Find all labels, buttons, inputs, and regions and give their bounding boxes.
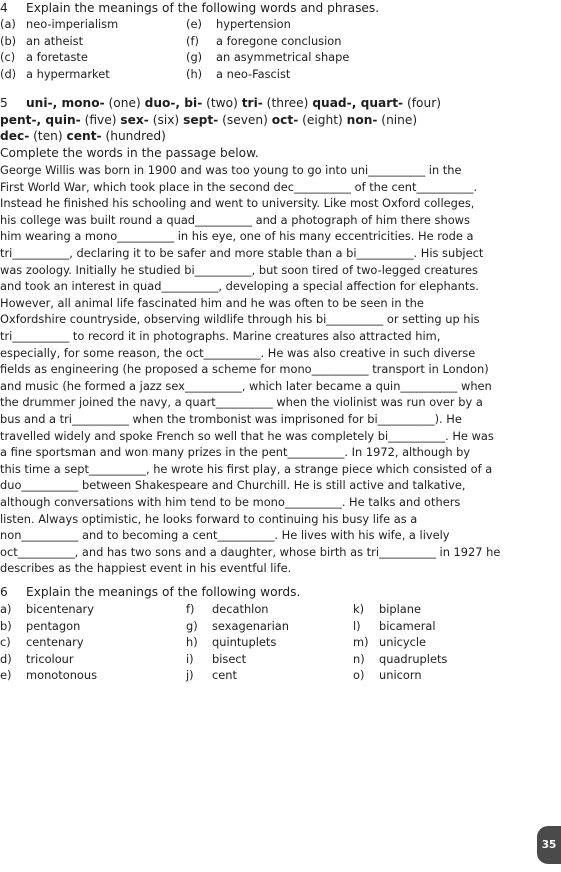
item-text: bicentenary: [26, 602, 94, 616]
page-number-badge: 35: [537, 826, 561, 864]
prefix-term: quad-, quart-: [312, 96, 404, 110]
item-text: biplane: [379, 602, 421, 616]
prefix-meaning: (one): [104, 96, 145, 110]
item-text: quintuplets: [212, 635, 277, 649]
item-label: a): [0, 602, 12, 616]
item-text: hypertension: [216, 17, 291, 31]
passage-line: although conversations with him tend to be mono__________. He talks and others: [0, 495, 461, 509]
exercise-5-prefix-line: [0, 95, 561, 112]
passage-line: was zoology. Initially he studied bi__________, but soon tired of two-legged creatures: [0, 262, 478, 277]
prefix-meaning: (eight): [298, 112, 347, 127]
item-text: unicycle: [379, 635, 427, 649]
item-text: decathlon: [212, 602, 269, 616]
passage-line: non__________ and to becoming a cent__________. He lives with his wife, a lively: [0, 528, 450, 543]
item-label: d): [0, 651, 12, 666]
item-label: (e): [186, 17, 202, 31]
item-label: b): [0, 618, 12, 633]
passage-line: his college was built round a quad__________ and a photograph of him there shows: [0, 212, 470, 227]
prefix-term: dec-: [0, 129, 30, 143]
item-text: a foretaste: [26, 50, 88, 64]
prefix-meaning: (three): [262, 96, 313, 110]
item-text: neo-imperialism: [26, 17, 119, 31]
prefix-term: cent-: [66, 129, 102, 143]
list-item: [186, 16, 486, 32]
prefix-term: sex-: [120, 112, 149, 127]
item-text: tricolour: [26, 651, 74, 666]
prefix-term: pent-, quin-: [0, 112, 81, 127]
item-text: quadruplets: [379, 651, 448, 666]
prefix-term: tri-: [241, 96, 263, 110]
passage-line: the drummer joined the navy, a quart__________ when the violinist was run over by a: [0, 395, 483, 410]
item-text: monotonous: [26, 668, 98, 682]
exercise-5-instruction: Complete the words in the passage below.: [0, 146, 259, 160]
passage-line: and music (he formed a jazz sex__________, which later became a quin__________ when: [0, 378, 492, 393]
item-label: m): [353, 635, 369, 649]
prefix-meaning: (hundred): [101, 129, 166, 143]
prefix-meaning: (four): [403, 96, 441, 110]
list-item: [353, 618, 553, 634]
passage-line: Instead he finished his schooling and went to university. Like most Oxford colleges,: [0, 196, 475, 211]
item-label: (a): [0, 17, 16, 31]
item-text: sexagenarian: [212, 618, 289, 633]
list-item: [186, 618, 356, 634]
list-item: [186, 651, 356, 667]
exercise-6-title: Explain the meanings of the following words.: [26, 585, 301, 599]
passage-line: Oxfordshire countryside, observing wildlife through his bi__________ or setting up his: [0, 312, 480, 327]
passage-line: him wearing a mono__________ in his eye, one of his many eccentricities. He rode a: [0, 229, 474, 244]
passage-line: and took an interest in quad__________, developing a special affection for elephants.: [0, 279, 479, 294]
item-label: f): [186, 602, 195, 616]
item-text: a foregone conclusion: [216, 33, 342, 48]
passage-line: tri__________, declaring it to be safer and more stable than a bi__________. His subject: [0, 246, 484, 260]
item-label: i): [186, 651, 194, 666]
item-label: g): [186, 618, 198, 633]
exercise-6-heading: [0, 584, 561, 601]
item-text: bicameral: [379, 618, 436, 633]
passage-line: duo__________ between Shakespeare and Churchill. He is still active and talkative,: [0, 478, 466, 493]
item-label: e): [0, 668, 12, 682]
passage-line: bus and a tri__________ when the trombonist was imprisoned for bi__________). He: [0, 412, 462, 426]
item-label: (f): [186, 33, 199, 48]
prefix-term: non-: [346, 112, 378, 127]
item-text: a hypermarket: [26, 66, 110, 81]
passage-line: First World War, which took place in the second dec__________ of the cent__________.: [0, 179, 478, 194]
item-text: cent: [212, 668, 237, 682]
prefix-term: duo-, bi-: [144, 96, 203, 110]
prefix-meaning: (five): [80, 112, 121, 127]
passage-line: this time a sept__________, he wrote his first play, a strange piece which consisted of a: [0, 461, 493, 476]
list-item: [353, 651, 553, 667]
item-label: (h): [186, 66, 203, 81]
item-text: a neo-Fascist: [216, 66, 291, 81]
item-label: n): [353, 651, 365, 666]
item-label: h): [186, 635, 198, 649]
item-label: l): [353, 618, 361, 633]
passage-line: a fine sportsman and won many prizes in the pent__________. In 1972, although by: [0, 445, 471, 460]
list-item: [353, 634, 553, 650]
item-text: unicorn: [379, 668, 422, 682]
list-item: [186, 667, 356, 683]
passage-line: However, all animal life fascinated him and he was often to be seen in the: [0, 295, 424, 310]
exercise-4-number: 4: [0, 1, 8, 15]
exercise-4-title: Explain the meanings of the following words and phrases.: [26, 1, 380, 15]
item-label: (b): [0, 33, 17, 48]
prefix-meaning: (seven): [218, 112, 272, 127]
exercise-5-prefix-line: [0, 112, 561, 129]
item-label: j): [186, 668, 194, 682]
item-label: (g): [186, 50, 203, 64]
passage-line: describes as the happiest event in his eventful life.: [0, 561, 292, 576]
prefix-term: uni-, mono-: [26, 96, 105, 110]
item-label: k): [353, 602, 365, 616]
prefix-meaning: (ten): [29, 129, 67, 143]
prefix-meaning: (nine): [377, 112, 418, 127]
exercise-4-heading: [0, 0, 561, 17]
prefix-term: oct-: [271, 112, 299, 127]
exercise-5-prefix-line: [0, 128, 561, 145]
item-label: o): [353, 668, 365, 682]
passage-line: tri__________ to record it in photographs. Marine creatures also attracted him,: [0, 329, 441, 343]
item-text: pentagon: [26, 618, 81, 633]
prefix-meaning: (two): [202, 96, 242, 110]
passage-line: especially, for some reason, the oct__________. He was also creative in such diverse: [0, 345, 476, 360]
passage-line: George Willis was born in 1900 and was too young to go into uni__________ in the: [0, 163, 462, 177]
passage-line: listen. Always optimistic, he looks forward to continuing his busy life as a: [0, 511, 418, 526]
list-item: [186, 33, 486, 49]
list-item: [186, 66, 486, 82]
passage-line: fields as engineering (he proposed a scheme for mono__________ transport in London): [0, 362, 489, 377]
passage-line: oct__________, and has two sons and a daughter, whose birth as tri__________ in 1927 he: [0, 544, 501, 559]
item-text: an atheist: [26, 33, 84, 48]
item-text: centenary: [26, 635, 84, 649]
exercise-6-number: 6: [0, 585, 8, 599]
passage-line: travelled widely and spoke French so well that he was completely bi__________. He was: [0, 428, 494, 443]
prefix-term: sept-: [183, 112, 219, 127]
list-item: [186, 634, 356, 650]
prefix-meaning: (six): [148, 112, 184, 127]
item-text: an asymmetrical shape: [216, 50, 350, 64]
item-label: c): [0, 635, 11, 649]
list-item: [186, 49, 486, 65]
list-item: [353, 601, 553, 617]
item-label: (d): [0, 66, 17, 81]
list-item: [353, 667, 553, 683]
item-text: bisect: [212, 651, 247, 666]
item-label: (c): [0, 50, 16, 64]
exercise-5-number: 5: [0, 96, 8, 110]
list-item: [186, 601, 356, 617]
